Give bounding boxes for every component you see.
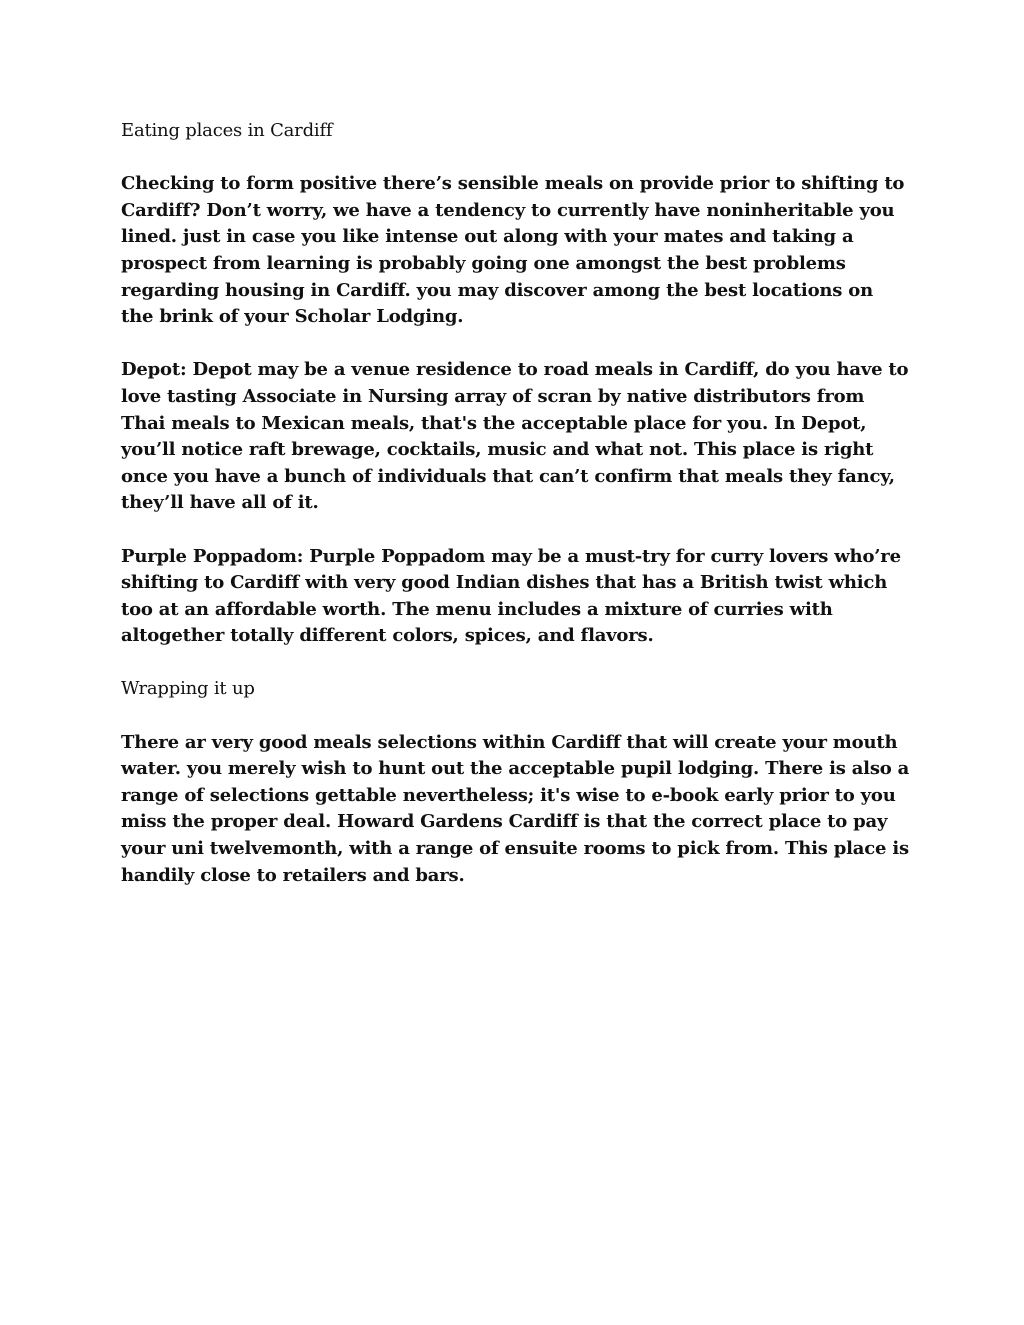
conclusion-paragraph: There ar very good meals selections within Cardiff that will create your mouth water. you merely wish to hunt out the acceptable pupil lodging. There is also a range of selections gettable nevertheless; it's wise to e-book early prior to you miss the proper deal. Howard Gardens Cardiff is that the correct place to pay your uni twelvemonth, with a range of ensuite rooms to pick from. This place is handily close to retailers and bars. xyxy=(121,731,910,886)
wrap-up-heading: Wrapping it up xyxy=(121,678,255,700)
document-title: Eating places in Cardiff xyxy=(121,120,333,141)
depot-paragraph: Depot: Depot may be a venue residence to road meals in Cardiff, do you have to love tasting Associate in Nursing array of scran by native distributors from Thai meals to Mexican meals, that's the acceptable place for you. In Depot, you’ll notice raft brewage, cocktails, music and what not. This place is right once you have a bunch of individuals that can’t confirm that meals they fancy, they’ll have all of it. xyxy=(121,359,909,514)
paragraph-spacer xyxy=(121,331,911,358)
purple-poppadom-paragraph: Purple Poppadom: Purple Poppadom may be a must-try for curry lovers who’re shifting to Cardiff with very good Indian dishes that has a British twist which too at an affordable worth. The menu includes a mixture of curries with altogether totally different colors, spices, and flavors. xyxy=(121,545,901,647)
intro-paragraph: Checking to form positive there’s sensible meals on provide prior to shifting to Cardiff? Don’t worry, we have a tendency to currently have noninheritable you lined. just in case you like intense out along with your mates and taking a prospect from learning is probably going one amongst the best problems regarding housing in Cardiff. you may discover among the best locations on the brink of your Scholar Lodging. xyxy=(121,173,905,328)
paragraph-spacer xyxy=(121,703,911,730)
paragraph-spacer xyxy=(121,145,911,172)
paragraph-spacer xyxy=(121,517,911,544)
paragraph-spacer xyxy=(121,650,911,677)
document-body xyxy=(121,118,911,889)
